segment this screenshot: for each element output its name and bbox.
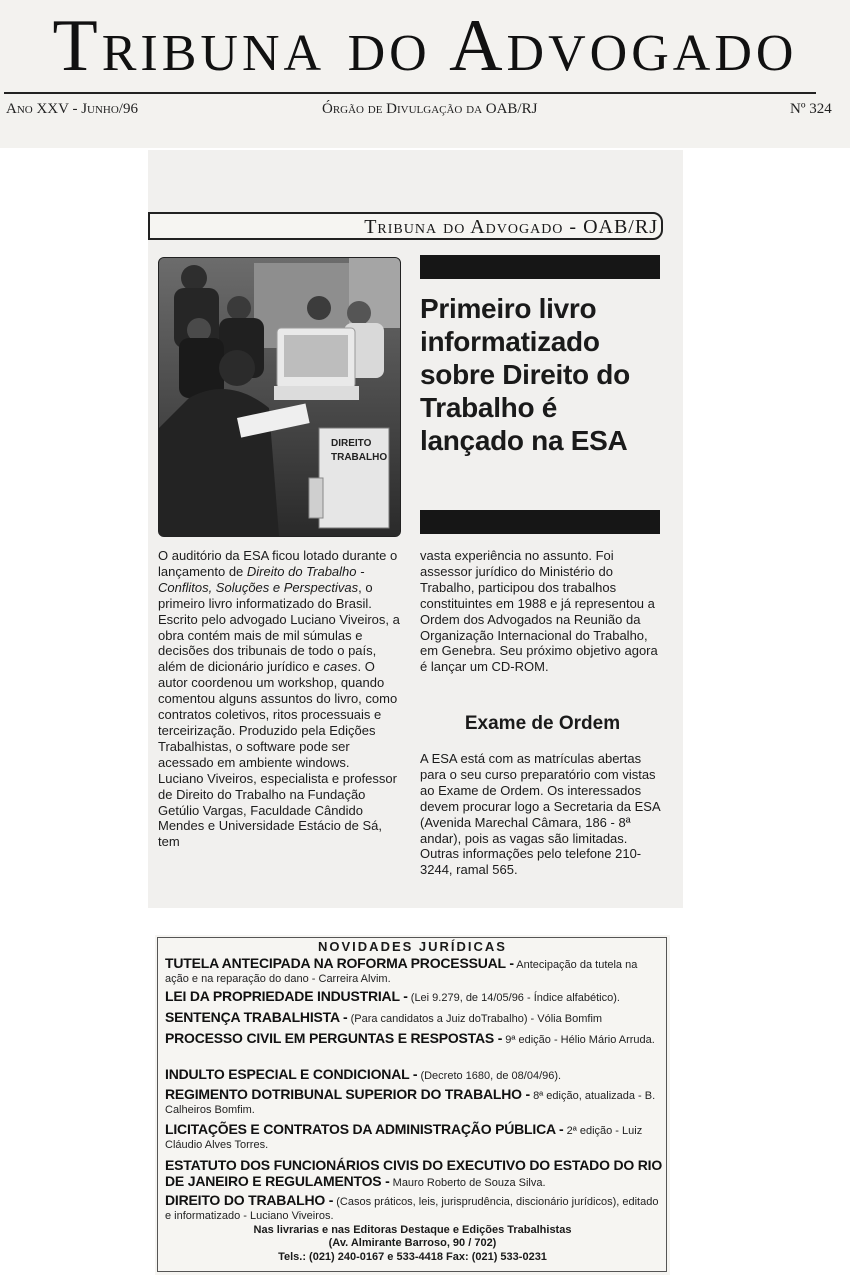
masthead-rule [4, 92, 816, 94]
novidades-entry [165, 1122, 663, 1152]
left-column-text-3: . O autor coordenou um workshop, quando comentou alguns assuntos do livro, como contratos coletivos, ritos processuais e terceirização. Produzido pela Edições Trabalhistas, o software pode ser acessado em ambiente windows. [158, 659, 398, 770]
masthead-organ: Órgão de Divulgação da OAB/RJ [322, 101, 538, 117]
entry-detail: 2ª edição - Luiz Cláudio Alves Torres. [165, 1125, 643, 1151]
entry-detail: 8ª edição, atualizada - B. Calheiros Bomfim. [165, 1090, 656, 1116]
novidades-footer-line1: Nas livrarias e nas Editoras Destaque e Edições Trabalhistas [253, 1224, 572, 1236]
entry-title: LEI DA PROPRIEDADE INDUSTRIAL - [165, 988, 408, 1004]
article-photo [158, 257, 401, 537]
entry-detail: (Lei 9.279, de 14/05/96 - Índice alfabético). [410, 992, 620, 1004]
entry-detail: (Casos práticos, leis, jurisprudência, discionário jurídicos), editado e informatizado - Luciano Viveiros. [165, 1196, 659, 1222]
left-column-text-2: , o primeiro livro informatizado do Brasil. Escrito pelo advogado Luciano Viveiros, a obra contém mais de mil súmulas e decisões dos tribunais de todo o país, além de dicionário jurídico e [158, 579, 400, 675]
left-column-text-1: O auditório da ESA ficou lotado durante o lançamento de [158, 548, 398, 579]
article-clipping [148, 150, 683, 908]
masthead-issue-year: Ano XXV - Junho/96 [6, 101, 138, 117]
novidades-entry [165, 1031, 663, 1047]
entry-detail: (Para candidatos a Juiz doTrabalho) - Vólia Bomfim [350, 1013, 603, 1025]
entry-title: TUTELA ANTECIPADA NA ROFORMA PROCESSUAL - [165, 955, 514, 971]
article-left-column [158, 548, 403, 850]
entry-title: REGIMENTO DOTRIBUNAL SUPERIOR DO TRABALHO - [165, 1086, 530, 1102]
entry-title: DIREITO DO TRABALHO - [165, 1192, 334, 1208]
svg-text:DIREITO: DIREITO [331, 438, 372, 449]
entry-detail: 9ª edição - Hélio Mário Arruda. [505, 1034, 655, 1046]
entry-detail: Antecipação da tutela na ação e na reparação do dano - Carreira Alvim. [165, 959, 638, 985]
book-title: Direito do Trabalho - Conflitos, Soluções e Perspectivas [158, 563, 365, 595]
svg-text:TRABALHO: TRABALHO [331, 452, 388, 463]
headline-bar-bottom [420, 510, 660, 534]
novidades-entry [165, 1193, 663, 1223]
exame-subhead: Exame de Ordem [464, 713, 621, 734]
entry-detail: Mauro Roberto de Souza Silva. [392, 1177, 546, 1189]
headline-bar-top [420, 255, 660, 279]
cases-word: cases [323, 659, 358, 675]
novidades-title: NOVIDADES JURÍDICAS [318, 939, 507, 954]
entry-detail: (Decreto 1680, de 08/04/96). [420, 1070, 562, 1082]
article-right-column: vasta experiência no assunto. Foi assessor jurídico do Ministério do Trabalho, participou dos trabalhos constituintes em 1988 e já representou a Ordem dos Advogados na Reunião da Organização Internacional do Trabalho, em Genebra. Seu próximo objetivo agora é lançar um CD-ROM. [420, 548, 658, 675]
masthead-issue-number: Nº 324 [790, 101, 832, 117]
novidades-entry [165, 1067, 663, 1083]
novidades-footer-line3: Tels.: (021) 240-0167 e 533-4418 Fax: (021) 533-0231 [278, 1251, 547, 1263]
entry-title: LICITAÇÕES E CONTRATOS DA ADMINISTRAÇÃO PÚBLICA - [165, 1121, 564, 1137]
entry-title: PROCESSO CIVIL EM PERGUNTAS E RESPOSTAS - [165, 1030, 503, 1046]
left-column-text-4: Luciano Viveiros, especialista e professor de Direito do Trabalho na Fundação Getúlio Vargas, Faculdade Cândido Mendes e Universidade Estácio de Sá, tem [158, 770, 397, 850]
novidades-entry [165, 1010, 663, 1026]
novidades-entry [165, 1087, 663, 1117]
novidades-entry [165, 1158, 663, 1190]
exame-body: A ESA está com as matrículas abertas para o seu curso preparatório com vistas ao Exame de Ordem. Os interessados devem procurar logo a Secretaria da ESA (Avenida Marechal Câmara, 186 - 8ª andar), pois as vagas são limitadas. Outras informações pelo telefone 210-3244, ramal 565. [420, 751, 660, 878]
novidades-entry [165, 989, 663, 1005]
masthead-title: Tribuna do Advogado [52, 5, 798, 87]
entry-title: INDULTO ESPECIAL E CONDICIONAL - [165, 1066, 418, 1082]
photo-illustration [159, 258, 400, 536]
entry-title: ESTATUTO DOS FUNCIONÁRIOS CIVIS DO EXECUTIVO DO ESTADO DO RIO DE JANEIRO E REGULAMENTOS - [165, 1157, 663, 1189]
novidades-box [155, 935, 670, 1275]
article-headline: Primeiro livro informatizado sobre Direito do Trabalho é lançado na ESA [420, 293, 630, 456]
novidades-footer-line2: (Av. Almirante Barroso, 90 / 702) [328, 1237, 497, 1249]
entry-title: SENTENÇA TRABALHISTA - [165, 1009, 348, 1025]
clipping-header: Tribuna do Advogado - OAB/RJ [364, 216, 658, 238]
novidades-entry [165, 956, 663, 986]
